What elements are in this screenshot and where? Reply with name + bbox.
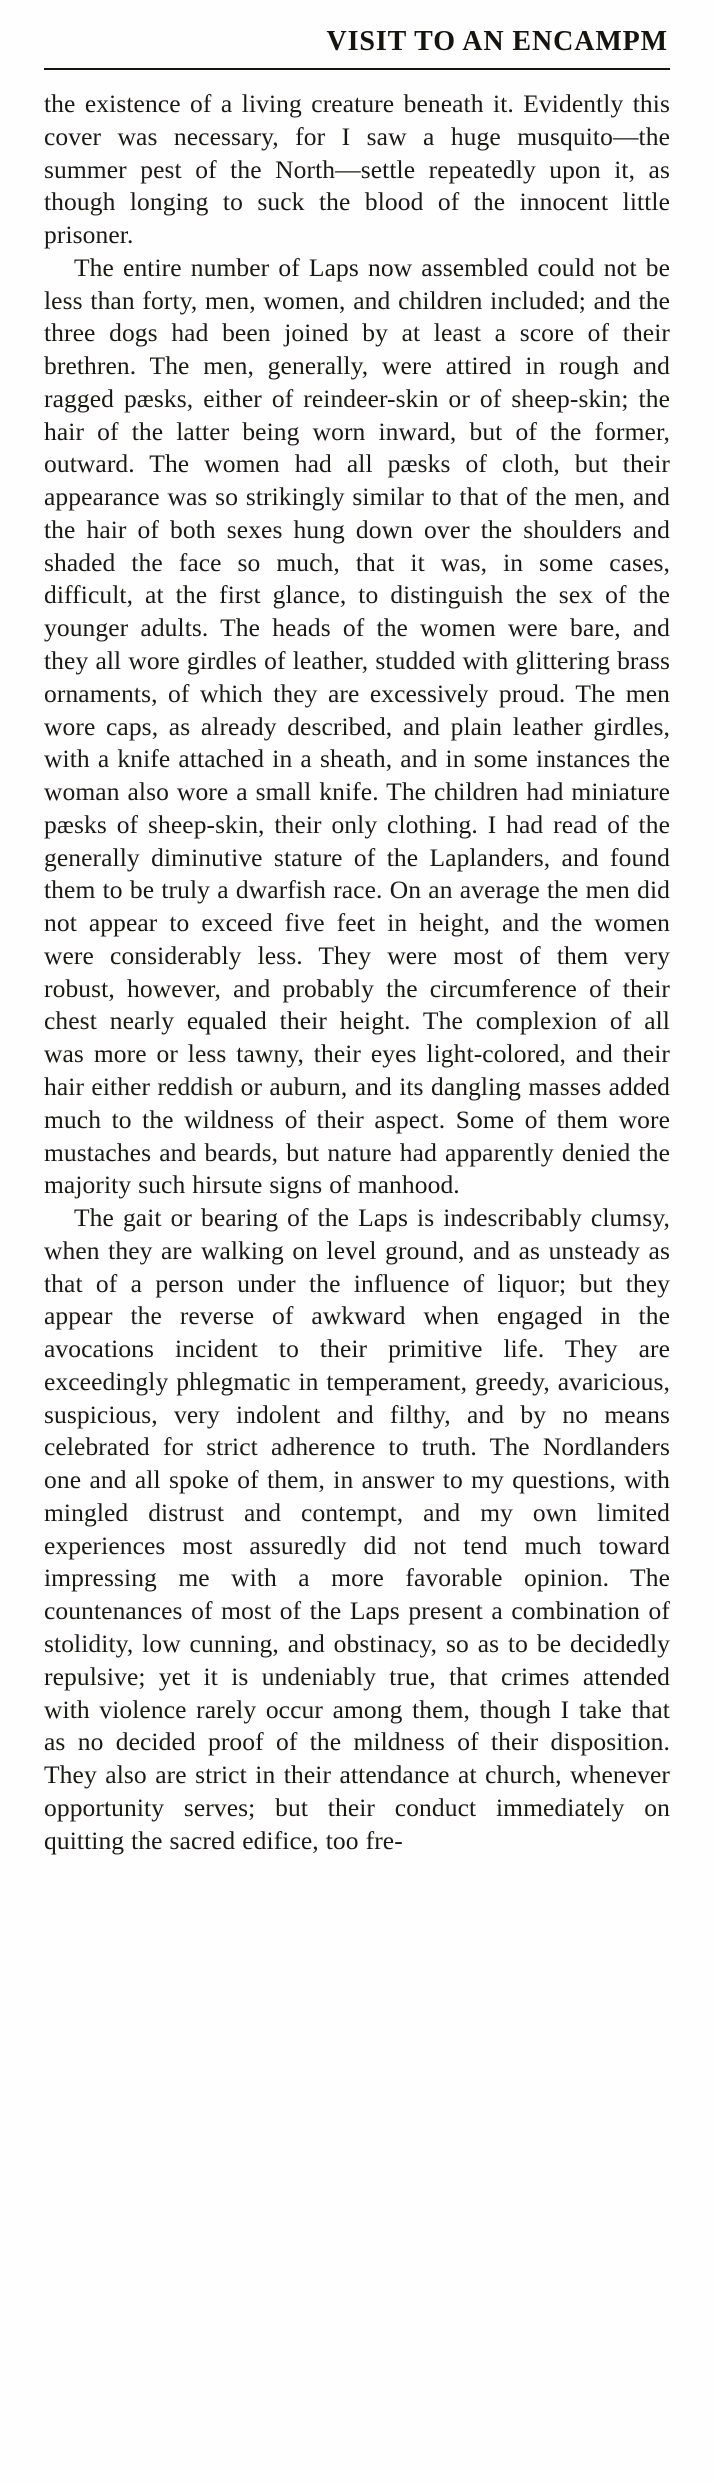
paragraph-2: The entire number of Laps now assembled could not be less than forty, men, women, and children included; and the three dogs had been joined by at least a score of their brethren. The men, generally, were attired in rough and ragged pæsks, either of reindeer-skin or of sheep-skin; the hair of the latter being worn inward, but of the former, outward. The women had all pæsks of cloth, but their appearance was so strikingly similar to that of the men, and the hair of both sexes hung down over the shoulders and shaded the face so much, that it was, in some cases, difficult, at the first glance, to distinguish the sex of the younger adults. The heads of the women were bare, and they all wore girdles of leather, studded with glittering brass ornaments, of which they are excessively proud. The men wore caps, as already described, and plain leather girdles, with a knife attached in a sheath, and in some instances the woman also wore a small knife. The children had miniature pæsks of sheep-skin, their only clothing. I had read of the generally diminutive stature of the Laplanders, and found them to be truly a dwarfish race. On an average the men did not appear to exceed five feet in height, and the women were considerably less. They were most of them very robust, however, and probably the circumference of their chest nearly equaled their height. The complexion of all was more or less tawny, their eyes light-colored, and their hair either reddish or auburn, and its dangling masses added much to the wildness of their aspect. Some of them wore mustaches and beards, but nature had apparently denied the majority such hirsute signs of manhood. [44,252,670,1200]
body-text [44,88,670,1857]
paragraph-3: The gait or bearing of the Laps is indescribably clumsy, when they are walking on level ground, and as unsteady as that of a person under the influence of liquor; but they appear the reverse of awkward when engaged in the avocations incident to their primitive life. They are exceedingly phlegmatic in temperament, greedy, avaricious, suspicious, very indolent and filthy, and by no means celebrated for strict adherence to truth. The Nordlanders one and all spoke of them, in answer to my questions, with mingled distrust and contempt, and my own limited experiences most assuredly did not tend much toward impressing me with a more favorable opinion. The countenances of most of the Laps present a combination of stolidity, low cunning, and obstinacy, so as to be decidedly repulsive; yet it is undeniably true, that crimes attended with violence rarely occur among them, though I take that as no decided proof of the mildness of their disposition. They also are strict in their attendance at church, whenever opportunity serves; but their conduct immediately on quitting the sacred edifice, too fre- [44,1203,670,1855]
header-rule [44,68,670,70]
running-head: VISIT TO AN ENCAMPM [326,26,668,57]
paragraph-1: the existence of a living creature beneath it. Evidently this cover was necessary, for I saw a huge musquito—the summer pest of the North—settle repeatedly upon it, as though longing to suck the blood of the innocent little prisoner. [44,89,670,250]
